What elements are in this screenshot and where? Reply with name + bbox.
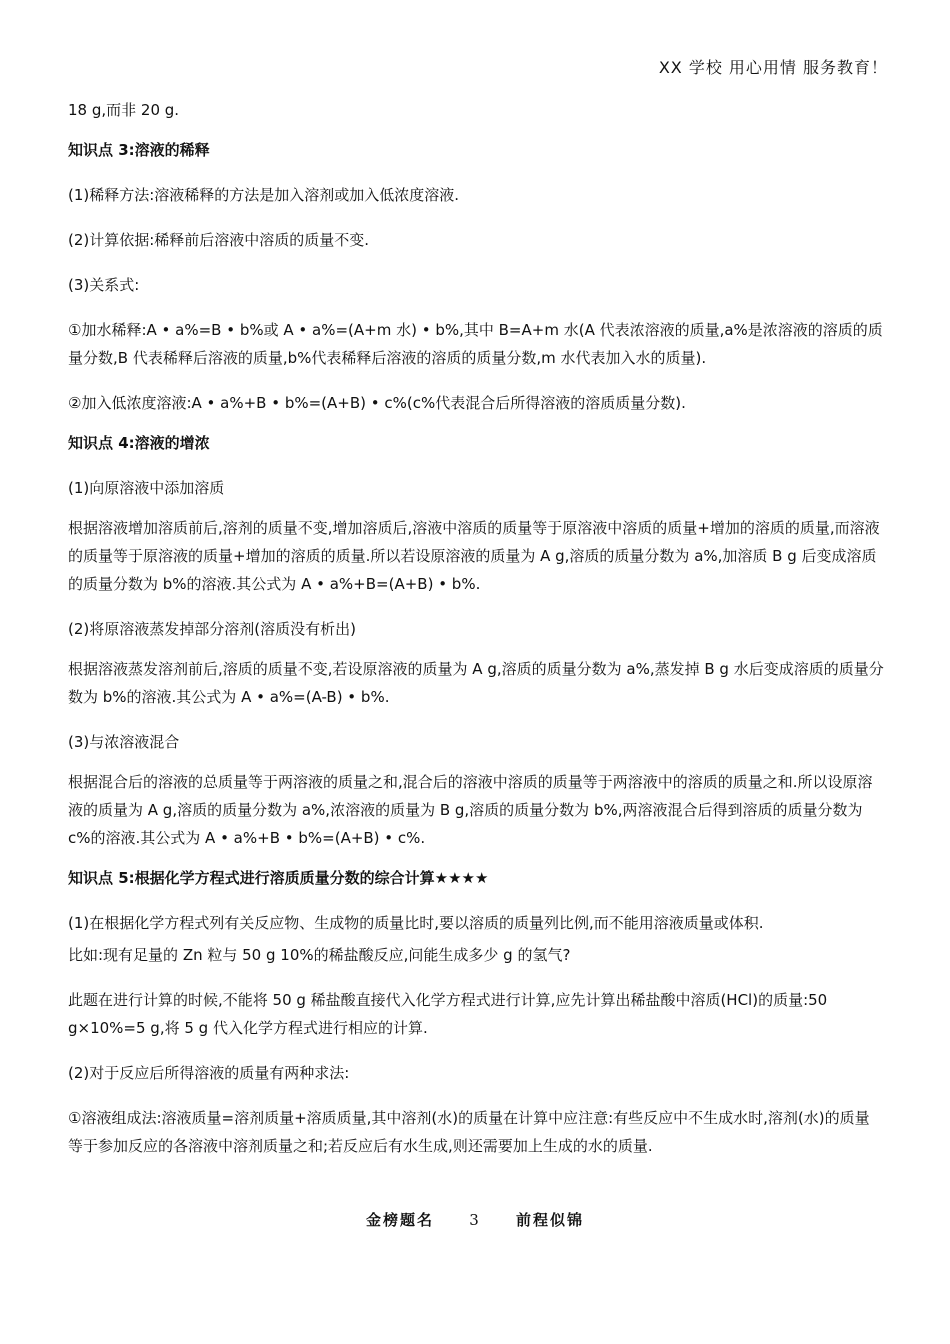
- paragraph: 根据混合后的溶液的总质量等于两溶液的质量之和,混合后的溶液中溶质的质量等于两溶液中的溶质的质量之和.所以设原溶液的质量为 A g,溶质的质量分数为 a%,浓溶液的质量为 B g,溶质的质量分数为 b%,两溶液混合后得到溶质的质量分数为 c%的溶液.其公式为 A • a%+B • b%=(A+B) • c%.: [68, 773, 873, 847]
- paragraph: 根据溶液增加溶质前后,溶剂的质量不变,增加溶质后,溶液中溶质的质量等于原溶液中溶质的质量+增加的溶质的质量,而溶液的质量等于原溶液的质量+增加的溶质的质量.所以若设原溶液的质量为 A g,溶质的质量分数为 a%,加溶质 B g 后变成溶质的质量分数为 b%的溶液.其公式为 A • a%+B=(A+B) • b%.: [68, 519, 880, 593]
- paragraph: (2)对于反应后所得溶液的质量有两种求法:: [68, 1064, 350, 1082]
- document-body: [68, 96, 884, 1160]
- paragraph: (1)在根据化学方程式列有关反应物、生成物的质量比时,要以溶质的质量列比例,而不能用溶液质量或体积.: [68, 914, 764, 932]
- paragraph: ①加水稀释:A • a%=B • b%或 A • a%=(A+m 水) • b%,其中 B=A+m 水(A 代表浓溶液的质量,a%是浓溶液的溶质的质量分数,B 代表稀释后溶液的质量,b%代表稀释后溶液的溶质的质量分数,m 水代表加入水的质量).: [68, 321, 883, 367]
- paragraph: 18 g,而非 20 g.: [68, 101, 180, 119]
- section-heading-3: 知识点 3:溶液的稀释: [68, 141, 210, 159]
- paragraph: (3)关系式:: [68, 276, 140, 294]
- paragraph: (1)向原溶液中添加溶质: [68, 479, 225, 497]
- paragraph: 此题在进行计算的时候,不能将 50 g 稀盐酸直接代入化学方程式进行计算,应先计算出稀盐酸中溶质(HCl)的质量:50 g×10%=5 g,将 5 g 代入化学方程式进行相应的计算.: [68, 991, 828, 1037]
- footer-right-text: 前程似锦: [516, 1211, 585, 1229]
- footer-left-text: 金榜题名: [365, 1211, 434, 1229]
- page-number: 3: [469, 1211, 481, 1229]
- page-header: XX 学校 用心用情 服务教育！: [658, 58, 888, 77]
- paragraph: ①溶液组成法:溶液质量=溶剂质量+溶质质量,其中溶剂(水)的质量在计算中应注意:有些反应中不生成水时,溶剂(水)的质量等于参加反应的各溶液中溶剂质量之和;若反应后有水生成,则还需要加上生成的水的质量.: [68, 1109, 870, 1155]
- page-footer: [0, 1209, 950, 1230]
- paragraph: ②加入低浓度溶液:A • a%+B • b%=(A+B) • c%(c%代表混合后所得溶液的溶质质量分数).: [68, 394, 686, 412]
- paragraph: 根据溶液蒸发溶剂前后,溶质的质量不变,若设原溶液的质量为 A g,溶质的质量分数为 a%,蒸发掉 B g 水后变成溶质的质量分数为 b%的溶液.其公式为 A • a%=(A-B) • b%.: [68, 660, 884, 706]
- paragraph: (3)与浓溶液混合: [68, 733, 180, 751]
- section-heading-4: 知识点 4:溶液的增浓: [68, 434, 210, 452]
- paragraph: (2)计算依据:稀释前后溶液中溶质的质量不变.: [68, 231, 370, 249]
- section-heading-5: 知识点 5:根据化学方程式进行溶质质量分数的综合计算★★★★: [68, 869, 489, 887]
- paragraph: 比如:现有足量的 Zn 粒与 50 g 10%的稀盐酸反应,问能生成多少 g 的氢气?: [68, 946, 571, 964]
- paragraph: (1)稀释方法:溶液稀释的方法是加入溶剂或加入低浓度溶液.: [68, 186, 460, 204]
- paragraph: (2)将原溶液蒸发掉部分溶剂(溶质没有析出): [68, 620, 356, 638]
